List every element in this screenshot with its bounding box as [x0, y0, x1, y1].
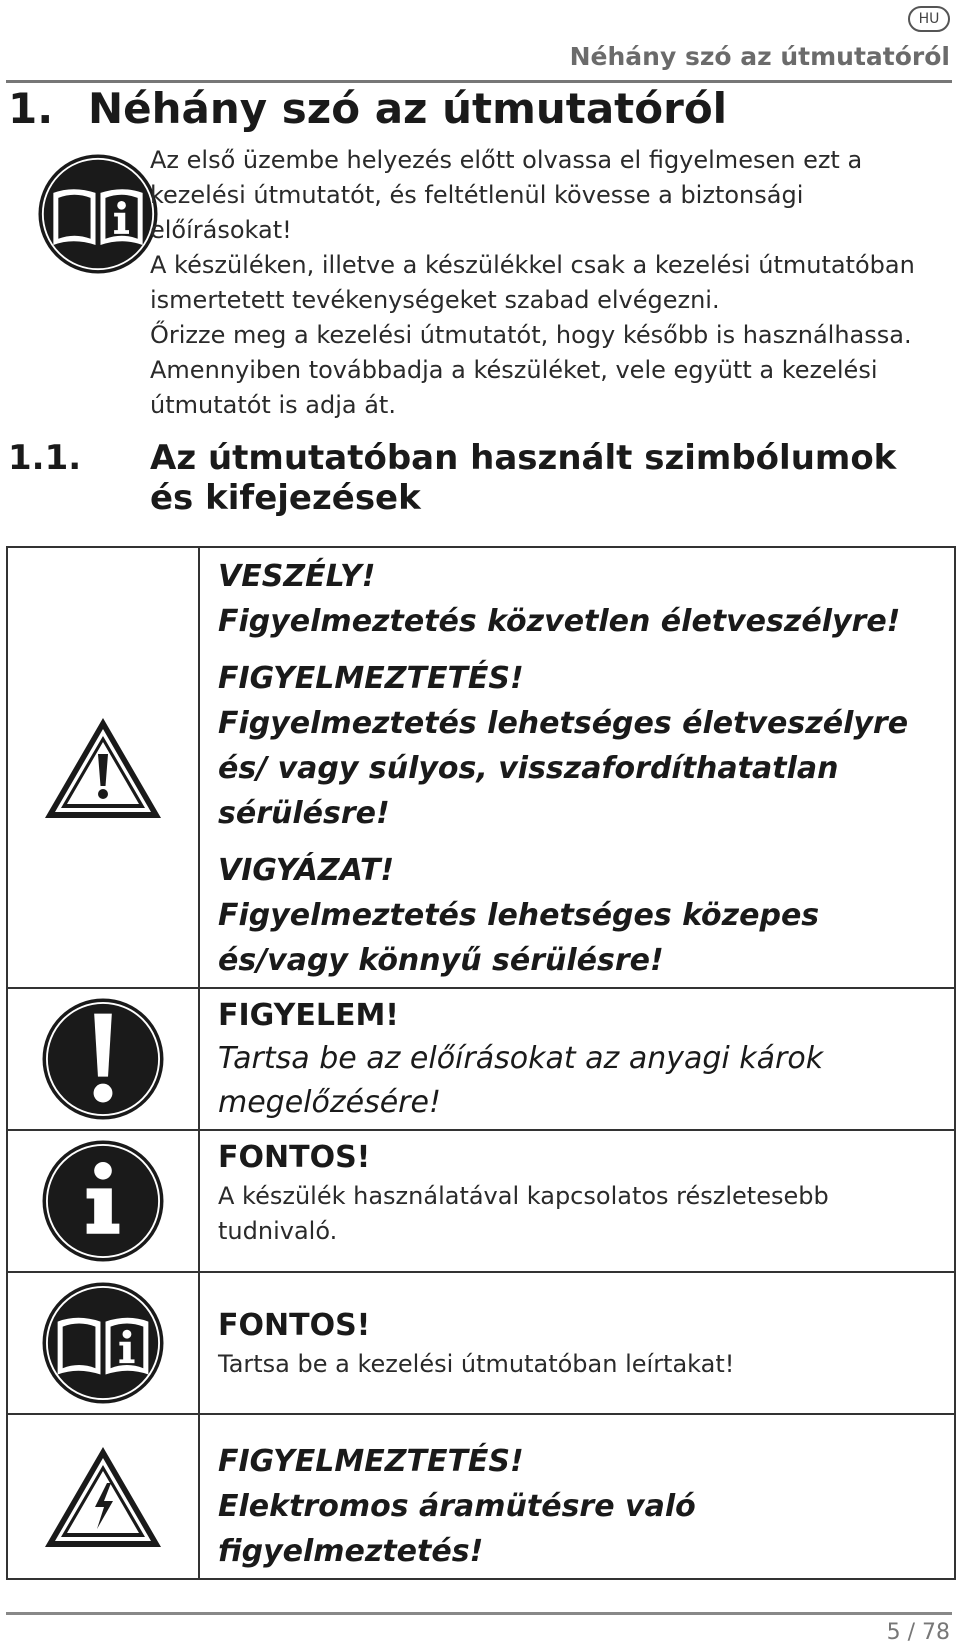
table-row	[7, 1414, 955, 1579]
danger-description: Figyelmeztetés közvetlen életveszélyre!	[218, 604, 901, 639]
table-row	[7, 1130, 955, 1272]
caution-description: Figyelmeztetés lehetséges közepes és/vagy könnyű sérülésre!	[218, 898, 820, 978]
intro-paragraph: A készüléken, illetve a készülékkel csak a kezelési útmutatóban ismertetett tevékenységeket szabad elvégezni.	[150, 251, 915, 314]
subsection-title: Az útmutatóban használt szimbólumok és kifejezések	[150, 438, 897, 518]
text-cell	[199, 988, 955, 1130]
text-cell	[199, 1414, 955, 1579]
section-heading-1	[8, 84, 727, 133]
page-number: 5 / 78	[886, 1620, 950, 1645]
info-circle-icon	[40, 1138, 166, 1264]
icon-cell	[7, 988, 199, 1130]
electric-description: Elektromos áramütésre való figyelmeztetés!	[218, 1489, 696, 1569]
top-divider	[6, 80, 952, 83]
text-cell	[199, 1130, 955, 1272]
table-row	[7, 988, 955, 1130]
icon-cell	[7, 547, 199, 988]
subsection-number: 1.1.	[8, 438, 82, 478]
warning-triangle-icon	[41, 714, 165, 822]
text-cell	[199, 1272, 955, 1414]
intro-paragraph: Az első üzembe helyezés előtt olvassa el figyelmesen ezt a kezelési útmutatót, és feltétlenül kövesse a biztonsági előírásokat!	[150, 146, 863, 244]
electric-shock-icon	[41, 1443, 165, 1551]
running-header: Néhány szó az útmutatóról	[569, 42, 950, 71]
icon-cell	[7, 1414, 199, 1579]
table-row	[7, 1272, 955, 1414]
notice-description: Tartsa be az előírásokat az anyagi károk megelőzésére!	[218, 1041, 824, 1120]
manual-description: Tartsa be a kezelési útmutatóban leírtakat!	[218, 1350, 735, 1378]
text-cell	[199, 547, 955, 988]
intro-paragraph: Őrizze meg a kezelési útmutatót, hogy később is használhassa. Amennyiben továbbadja a készüléket, vele együtt a kezelési útmutatót is adja át.	[150, 321, 912, 419]
section-number: 1.	[8, 84, 54, 133]
icon-cell	[7, 1272, 199, 1414]
info-description: A készülék használatával kapcsolatos részletesebb tudnivaló.	[218, 1182, 829, 1245]
symbols-table	[6, 546, 956, 1580]
warning-label: FIGYELMEZTETÉS!	[218, 661, 524, 696]
electric-label: FIGYELMEZTETÉS!	[218, 1444, 524, 1479]
warning-description: Figyelmeztetés lehetséges életveszélyre és/ vagy súlyos, visszafordíthatatlan sérülésre!	[218, 706, 909, 831]
intro-text	[150, 143, 950, 423]
section-title: Néhány szó az útmutatóról	[88, 84, 728, 133]
manual-label: FONTOS!	[218, 1308, 371, 1343]
bottom-divider	[6, 1612, 952, 1615]
table-row	[7, 547, 955, 988]
info-label: FONTOS!	[218, 1140, 371, 1175]
icon-cell	[7, 1130, 199, 1272]
notice-label: FIGYELEM!	[218, 998, 399, 1033]
caution-label: VIGYÁZAT!	[218, 853, 395, 888]
language-badge: HU	[908, 6, 950, 32]
exclamation-circle-icon	[40, 996, 166, 1122]
danger-label: VESZÉLY!	[218, 559, 376, 594]
read-manual-icon	[36, 152, 160, 276]
read-manual-icon	[40, 1280, 166, 1406]
